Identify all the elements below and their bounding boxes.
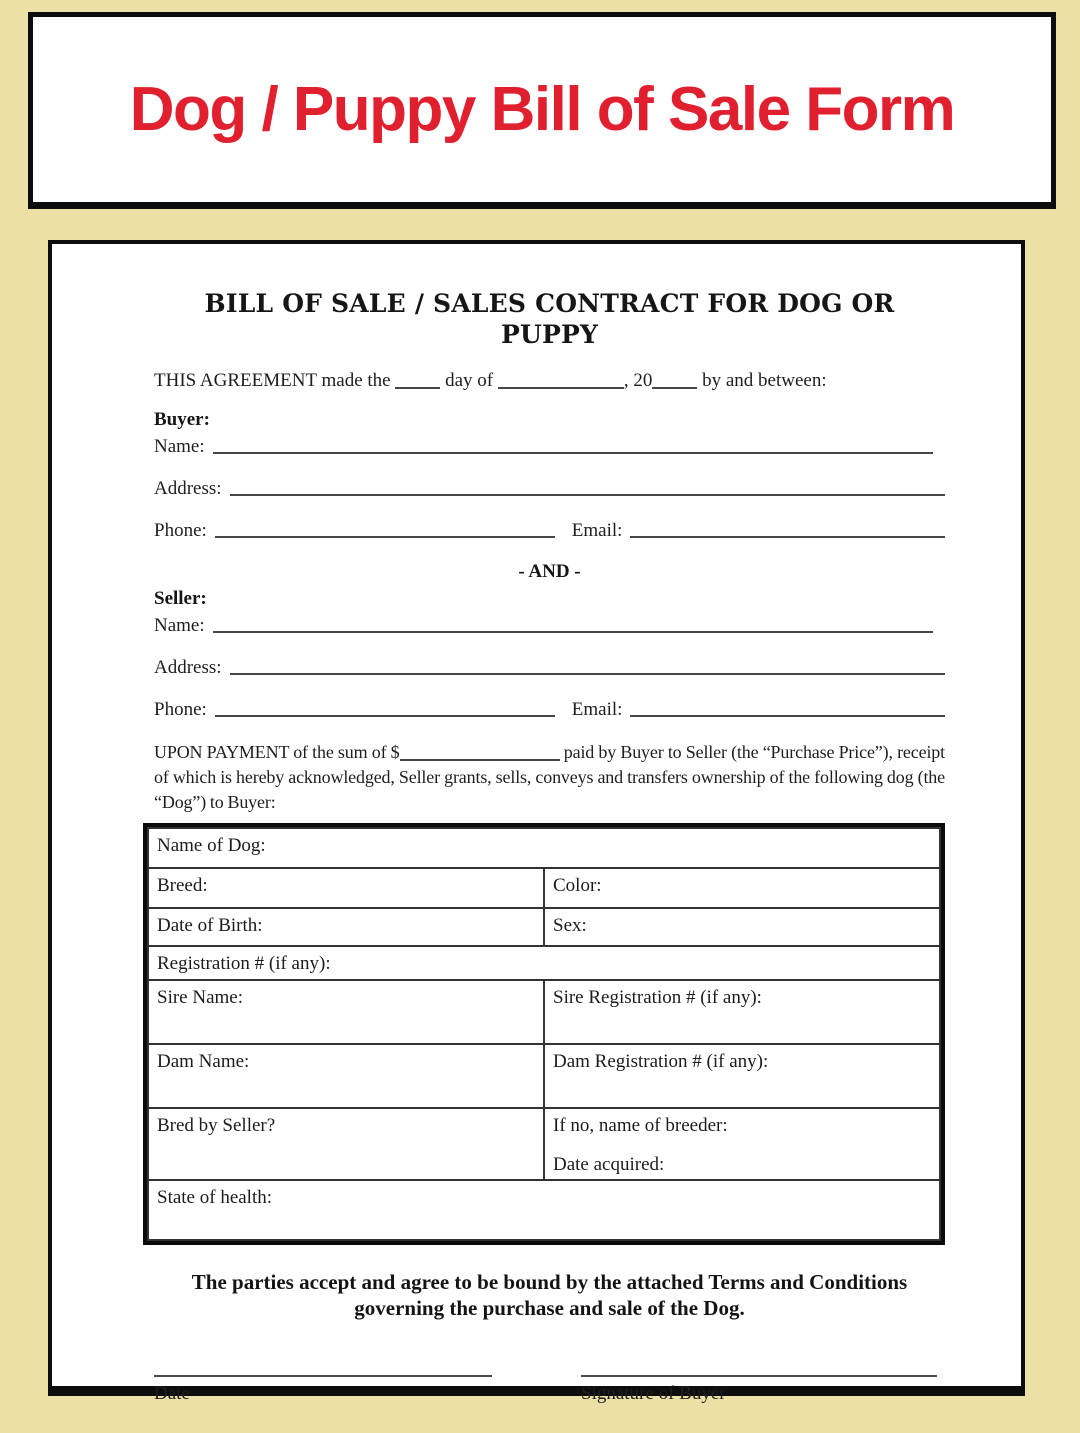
date-signature-line [154, 1375, 492, 1377]
buyer-phone-row [154, 518, 945, 543]
date-acquired-label: Date acquired: [553, 1154, 665, 1175]
seller-address-blank [230, 673, 945, 675]
year-blank [652, 374, 697, 389]
table-row-bred-by-seller [148, 1108, 940, 1180]
sire-name-cell: Sire Name: [148, 980, 544, 1044]
seller-name-blank [213, 631, 933, 633]
buyer-address-label: Address: [154, 478, 222, 499]
breeder-label: If no, name of breeder: [553, 1115, 728, 1136]
dam-name-cell: Dam Name: [148, 1044, 544, 1108]
document-content [154, 288, 945, 1406]
table-row-health [148, 1180, 940, 1240]
buyer-phone-label: Phone: [154, 520, 207, 541]
dog-info-table [143, 823, 945, 1245]
seller-address-row [154, 655, 945, 680]
table-row-dam [148, 1044, 940, 1108]
signature-of-buyer-label: Signature of Buyer [581, 1383, 726, 1404]
table-row-sire [148, 980, 940, 1044]
banner [28, 12, 1056, 209]
signature-row [154, 1375, 945, 1406]
breed-cell: Breed: [148, 868, 544, 908]
seller-phone-row [154, 697, 945, 722]
seller-email-label: Email: [571, 699, 623, 720]
acceptance-line-2: governing the purchase and sale of the Dog. [354, 1296, 745, 1320]
payment-lead: UPON PAYMENT of the sum of $ [154, 742, 400, 762]
date-of-birth-cell: Date of Birth: [148, 908, 544, 946]
seller-name-label: Name: [154, 615, 205, 636]
date-signature-block [154, 1375, 492, 1406]
table-row-breed-color [148, 868, 940, 908]
sex-cell: Sex: [544, 908, 940, 946]
and-separator: - AND - [518, 561, 581, 582]
banner-title: Dog / Puppy Bill of Sale Form [129, 75, 955, 144]
seller-address-label: Address: [154, 657, 222, 678]
agreement-text-4: by and between: [702, 370, 827, 391]
agreement-line [154, 368, 945, 393]
buyer-phone-blank [215, 536, 555, 538]
acceptance-line-1: The parties accept and agree to be bound by the attached Terms and Conditions [191, 1270, 908, 1294]
table-row-dob-sex [148, 908, 940, 946]
payment-paragraph [154, 740, 945, 815]
dam-registration-cell: Dam Registration # (if any): [544, 1044, 940, 1108]
buyer-heading: Buyer: [154, 409, 210, 430]
state-of-health-cell: State of health: [148, 1180, 940, 1240]
agreement-text-1: THIS AGREEMENT made the [154, 370, 391, 391]
agreement-text-3: , 20 [623, 370, 653, 391]
seller-phone-blank [215, 715, 555, 717]
month-blank [498, 374, 624, 389]
buyer-email-blank [630, 536, 945, 538]
buyer-name-blank [213, 452, 933, 454]
bred-by-seller-cell: Bred by Seller? [148, 1108, 544, 1180]
acceptance-statement [154, 1269, 945, 1321]
buyer-signature-block [581, 1375, 937, 1406]
color-cell: Color: [544, 868, 940, 908]
sire-registration-cell: Sire Registration # (if any): [544, 980, 940, 1044]
day-blank [395, 374, 440, 389]
name-of-dog-cell: Name of Dog: [148, 828, 940, 868]
registration-cell: Registration # (if any): [148, 946, 940, 980]
bill-of-sale-document [48, 240, 1025, 1404]
buyer-signature-line [581, 1375, 937, 1377]
date-label: Date [154, 1383, 190, 1404]
purchase-price-blank [400, 746, 560, 761]
table-row-name-of-dog [148, 828, 940, 868]
table-row-registration [148, 946, 940, 980]
buyer-name-row [154, 434, 945, 459]
document-title: BILL OF SALE / SALES CONTRACT FOR DOG OR PUPPY [204, 289, 895, 349]
buyer-address-row [154, 476, 945, 501]
buyer-name-label: Name: [154, 436, 205, 457]
payment-tail: paid by Buyer to Seller (the “Purchase Price”), receipt of which is hereby acknowledged, Seller grants, sells, conveys and transfers ownership of the following dog (the “Dog”) to Buyer: [154, 742, 945, 812]
seller-heading: Seller: [154, 588, 207, 609]
seller-name-row [154, 613, 945, 638]
buyer-address-blank [230, 494, 945, 496]
buyer-email-label: Email: [571, 520, 623, 541]
breeder-cell [544, 1108, 940, 1180]
agreement-text-2: day of [445, 370, 494, 391]
seller-email-blank [630, 715, 945, 717]
seller-phone-label: Phone: [154, 699, 207, 720]
